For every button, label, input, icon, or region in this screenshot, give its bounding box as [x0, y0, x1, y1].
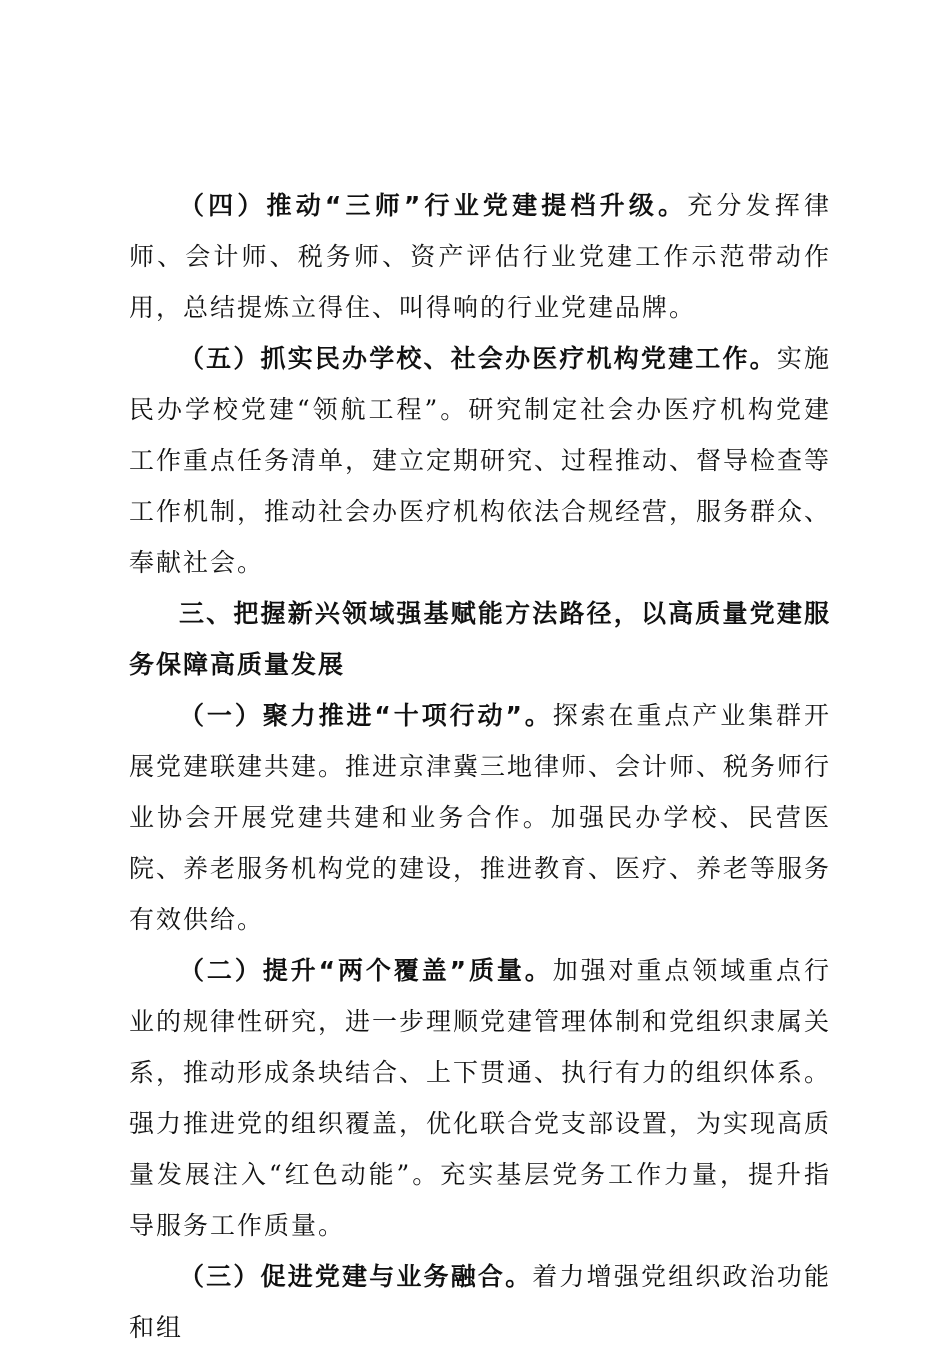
paragraph-5-lead: （五）抓实民办学校、社会办医疗机构党建工作。	[179, 344, 777, 373]
paragraph-4-lead: （四）推动“三师”行业党建提档升级。	[179, 191, 688, 220]
paragraph-3-body: 着力增强党组织政治功能和组	[129, 1262, 831, 1342]
paragraph-2-body: 加强对重点领域重点行业的规律性研究，进一步理顺党建管理体制和党组织隶属关系，推动形成条块结合、上下贯通、执行有力的组织体系。强力推进党的组织覆盖，优化联合党支部设置，为实现高质量发展注入“红色动能”。充实基层党务工作力量，提升指导服务工作质量。	[129, 956, 832, 1240]
paragraph-1-lead: （一）聚力推进“十项行动”。	[179, 701, 553, 730]
paragraph-3-lead: （三）促进党建与业务融合。	[179, 1262, 533, 1291]
paragraph-1-body: 探索在重点产业集群开展党建联建共建。推进京津冀三地律师、会计师、税务师行业协会开展党建共建和业务合作。加强民办学校、民营医院、养老服务机构党的建设，推进教育、医疗、养老等服务有效供给。	[129, 701, 832, 934]
paragraph-1	[129, 690, 831, 945]
paragraph-4	[129, 180, 831, 333]
paragraph-5	[129, 333, 831, 588]
paragraph-4-body: 充分发挥律师、会计师、税务师、资产评估行业党建工作示范带动作用，总结提炼立得住、叫得响的行业党建品牌。	[129, 191, 831, 322]
paragraph-2	[129, 945, 831, 1251]
paragraph-3	[129, 1251, 831, 1353]
paragraph-5-body: 实施民办学校党建“领航工程”。研究制定社会办医疗机构党建工作重点任务清单，建立定期研究、过程推动、督导检查等工作机制，推动社会办医疗机构依法合规经营，服务群众、奉献社会。	[129, 344, 832, 577]
document-body	[129, 180, 831, 1353]
section-heading-3: 三、把握新兴领域强基赋能方法路径，以高质量党建服务保障高质量发展	[129, 599, 831, 679]
paragraph-2-lead: （二）提升“两个覆盖”质量。	[179, 956, 553, 985]
